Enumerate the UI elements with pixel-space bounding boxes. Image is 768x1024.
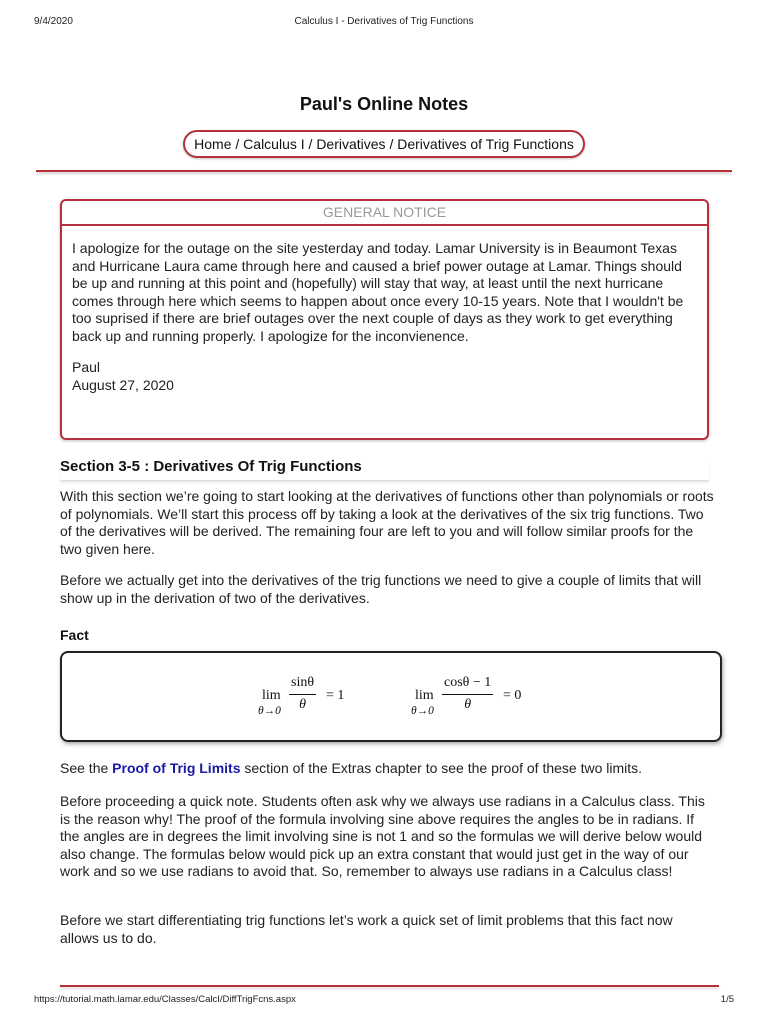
fact-label: Fact bbox=[60, 627, 89, 643]
notice-signature-date: August 27, 2020 bbox=[72, 376, 174, 393]
paragraph-intro: With this section we’re going to start looking at the derivatives of functions other than polynomials or roots of polynomials. We’ll start this process off by taking a look at the derivatives of the six trig functions. Two of the derivatives will be derived. The remaining four are left to you and will follow similar proofs for the two given here. bbox=[60, 488, 714, 557]
print-header bbox=[34, 16, 734, 30]
print-date: 9/4/2020 bbox=[34, 16, 73, 27]
header-divider bbox=[36, 170, 732, 172]
lim-subscript: θ→0 bbox=[258, 705, 281, 717]
breadcrumb-current: Derivatives of Trig Functions bbox=[397, 136, 574, 152]
fraction-numerator: cosθ − 1 bbox=[444, 675, 492, 690]
fraction-denominator: θ bbox=[464, 697, 472, 712]
footer-divider bbox=[60, 985, 719, 987]
lim-operator: lim bbox=[262, 688, 281, 703]
print-title: Calculus I - Derivatives of Trig Functions bbox=[294, 16, 474, 27]
fraction-numerator: sinθ bbox=[291, 675, 315, 690]
breadcrumb-home[interactable]: Home bbox=[194, 136, 232, 152]
breadcrumb-separator: / bbox=[385, 136, 398, 152]
site-title: Paul's Online Notes bbox=[299, 94, 469, 114]
paragraph-limits: Before we actually get into the derivatives of the trig functions we need to give a couple of limits that will show up in the derivation of two of the derivatives. bbox=[60, 572, 702, 606]
limit-result: = 0 bbox=[503, 688, 522, 703]
section-heading: Section 3-5 : Derivatives Of Trig Functions bbox=[60, 458, 709, 481]
print-url: https://tutorial.math.lamar.edu/Classes/CalcI/DiffTrigFcns.aspx bbox=[34, 994, 296, 1005]
breadcrumb-calculus[interactable]: Calculus I bbox=[243, 136, 305, 152]
breadcrumb-derivatives[interactable]: Derivatives bbox=[316, 136, 386, 152]
notice-title: GENERAL NOTICE bbox=[61, 201, 708, 226]
fraction-denominator: θ bbox=[299, 697, 306, 712]
proof-of-trig-limits-link[interactable]: Proof of Trig Limits bbox=[112, 760, 241, 776]
fact-box bbox=[60, 651, 722, 742]
general-notice bbox=[60, 199, 709, 440]
breadcrumb-separator: / bbox=[231, 136, 244, 152]
page-number: 1/5 bbox=[720, 994, 734, 1005]
lim-subscript: θ→0 bbox=[411, 705, 434, 717]
paragraph-radians-note: Before proceeding a quick note. Students often ask why we always use radians in a Calculus class. This is the reason why! The proof of the formula involving sine above requires the angles to be in radians. If the angles are in degrees the limit involving sine is not 1 and so the formulas we will derive below would also change. The formulas below would pick up an extra constant that would just get in the way of our work and so we use radians to avoid that. So, remember to always use radians in a Calculus class! bbox=[60, 793, 705, 879]
notice-body: I apologize for the outage on the site yesterday and today. Lamar University is in Beaumont Texas and Hurricane Laura came through here and caused a brief power outage at Lamar. Things should be up and running at this point and (hopefully) will stay that way, at least until the next hurricane comes through here which seems to happen about once every 10-15 years. Note that I wouldn't be too suprised if there are brief outages over the next couple of days as they work to get everything back up and running properly. I apologize for the inconvienence. bbox=[72, 240, 684, 344]
lim-operator: lim bbox=[415, 688, 434, 703]
breadcrumb bbox=[183, 130, 585, 158]
breadcrumb-separator: / bbox=[304, 136, 317, 152]
paragraph-proof-reference: See the Proof of Trig Limits section of the Extras chapter to see the proof of these two limits. bbox=[60, 760, 643, 776]
print-footer bbox=[34, 994, 734, 1008]
paragraph-limit-problems: Before we start differentiating trig functions let’s work a quick set of limit problems that this fact now allows us to do. bbox=[60, 912, 673, 946]
notice-signature-name: Paul bbox=[72, 359, 101, 375]
limit-result: = 1 bbox=[326, 688, 345, 703]
